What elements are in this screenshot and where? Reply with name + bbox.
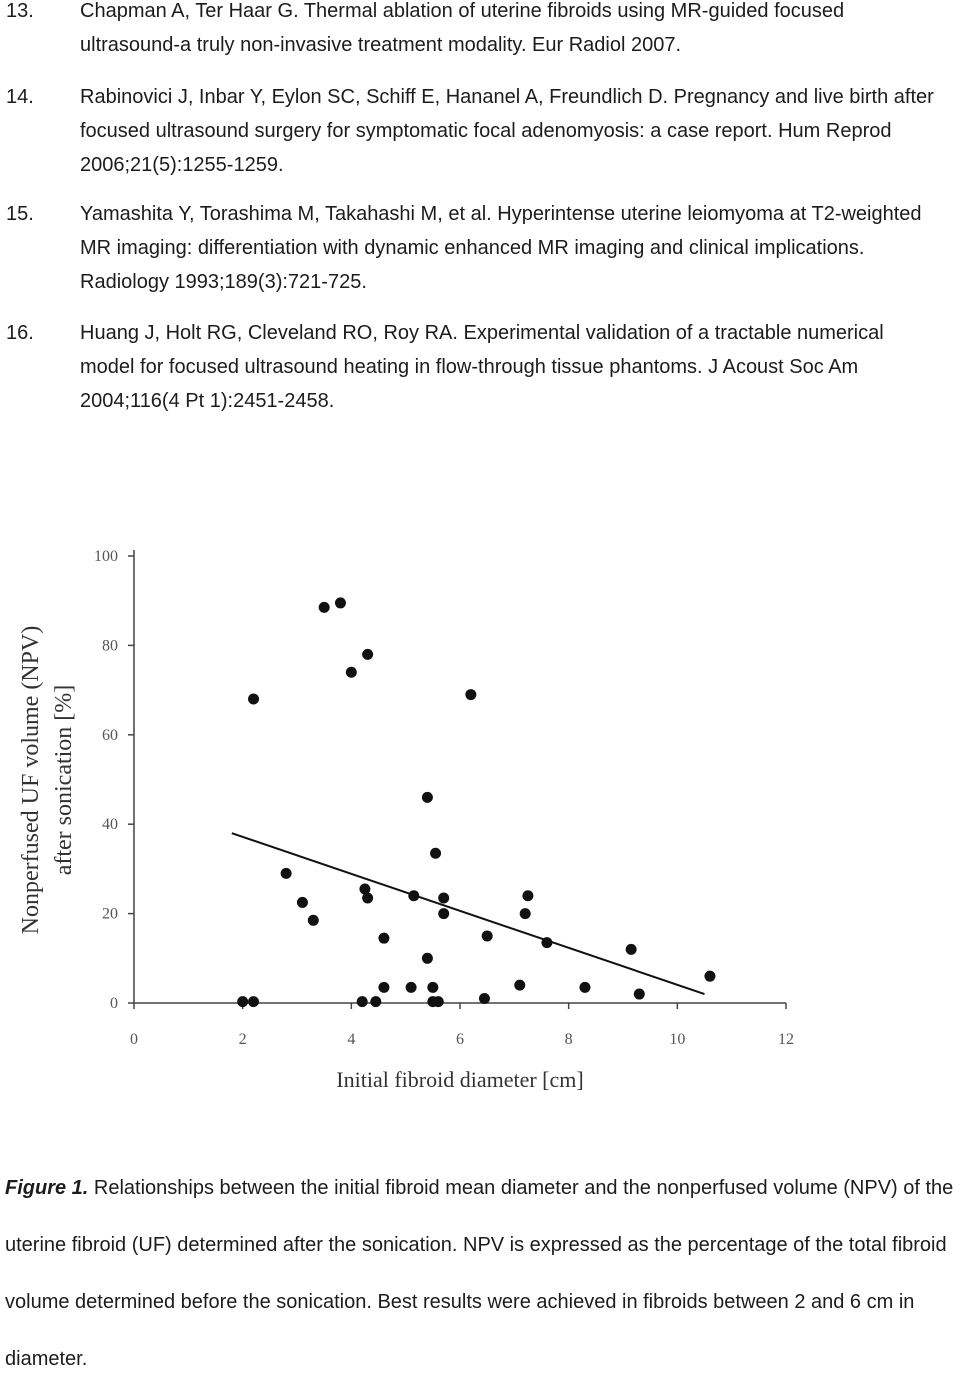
data-point bbox=[438, 892, 449, 903]
y-tick-label: 80 bbox=[102, 637, 118, 655]
data-point bbox=[378, 933, 389, 944]
y-axis-label-line2: after sonication [%] bbox=[51, 684, 77, 876]
data-point bbox=[362, 649, 373, 660]
figure-caption bbox=[5, 1160, 960, 1388]
data-point bbox=[514, 980, 525, 991]
data-point bbox=[438, 908, 449, 919]
reference-text: Huang J, Holt RG, Cleveland RO, Roy RA. Experimental validation of a tractable numerical model for focused ultrasound heating in flow-through tissue phantoms. J Acoust Soc Am 2004;116(4 Pt 1):2451-2458. bbox=[80, 322, 884, 412]
chart-points bbox=[237, 597, 715, 1007]
y-tick-label: 0 bbox=[110, 995, 118, 1012]
data-point bbox=[335, 597, 346, 608]
data-point bbox=[522, 890, 533, 901]
data-point bbox=[362, 892, 373, 903]
data-point bbox=[248, 996, 259, 1007]
data-point bbox=[248, 694, 259, 705]
data-point bbox=[465, 689, 476, 700]
data-point bbox=[579, 982, 590, 993]
data-point bbox=[357, 996, 368, 1007]
y-tick-label: 60 bbox=[102, 726, 118, 744]
caption-text: Relationships between the initial fibroid mean diameter and the nonperfused volume (NPV) of the uterine fibroid (UF) determined after the sonication. NPV is expressed as the percentage of the total fibroid volume determined before the sonication. Best results were achieved in fibroids between 2 and 6 cm in diameter. bbox=[5, 1177, 954, 1370]
reference-number: 14. bbox=[6, 86, 34, 108]
data-point bbox=[319, 602, 330, 613]
reference-number: 13. bbox=[6, 0, 34, 22]
x-tick-label: 4 bbox=[347, 1031, 356, 1048]
x-tick-label: 6 bbox=[456, 1031, 464, 1048]
data-point bbox=[378, 982, 389, 993]
data-point bbox=[422, 792, 433, 803]
data-point bbox=[704, 971, 715, 982]
x-tick-label: 8 bbox=[564, 1031, 573, 1048]
y-axis-label: Nonperfused UF volume (NPV) bbox=[18, 625, 44, 935]
x-tick-label: 12 bbox=[778, 1031, 794, 1048]
reference-text: Yamashita Y, Torashima M, Takahashi M, et al. Hyperintense uterine leiomyoma at T2-weighted MR imaging: differentiation with dynamic enhanced MR imaging and clinical implications. Radiology 1993;189(3):721-725. bbox=[80, 203, 922, 293]
data-point bbox=[626, 944, 637, 955]
data-point bbox=[281, 868, 292, 879]
chart-axes bbox=[134, 550, 786, 1003]
data-point bbox=[237, 996, 248, 1007]
x-tick-label: 2 bbox=[238, 1031, 247, 1048]
data-point bbox=[346, 667, 357, 678]
chart-ticks bbox=[94, 548, 794, 1048]
y-tick-label: 40 bbox=[102, 816, 118, 834]
x-axis-label: Initial fibroid diameter [cm] bbox=[336, 1067, 584, 1092]
reference-text: Chapman A, Ter Haar G. Thermal ablation of uterine fibroids using MR-guided focused ultrasound-a truly non-invasive treatment modality. Eur Radiol 2007. bbox=[80, 0, 845, 56]
trend-line bbox=[232, 833, 705, 994]
data-point bbox=[427, 982, 438, 993]
x-tick-label: 10 bbox=[669, 1031, 686, 1048]
y-tick-label: 20 bbox=[102, 905, 118, 923]
scatter-chart bbox=[0, 490, 960, 1150]
x-tick-label: 0 bbox=[130, 1031, 138, 1048]
data-point bbox=[482, 930, 493, 941]
data-point bbox=[433, 996, 444, 1007]
data-point bbox=[370, 996, 381, 1007]
data-point bbox=[520, 908, 531, 919]
data-point bbox=[479, 993, 490, 1004]
data-point bbox=[422, 953, 433, 964]
data-point bbox=[406, 982, 417, 993]
y-tick-label: 100 bbox=[94, 548, 118, 565]
data-point bbox=[297, 897, 308, 908]
data-point bbox=[308, 915, 319, 926]
reference-text: Rabinovici J, Inbar Y, Eylon SC, Schiff E, Hananel A, Freundlich D. Pregnancy and live birth after focused ultrasound surgery for symptomatic focal adenomyosis: a case report. Hum Reprod 2006;21(5):1255-1259. bbox=[80, 86, 934, 176]
data-point bbox=[430, 848, 441, 859]
reference-number: 15. bbox=[6, 203, 34, 225]
reference-number: 16. bbox=[6, 322, 34, 344]
figure-label: Figure 1. bbox=[5, 1177, 89, 1199]
data-point bbox=[634, 989, 645, 1000]
